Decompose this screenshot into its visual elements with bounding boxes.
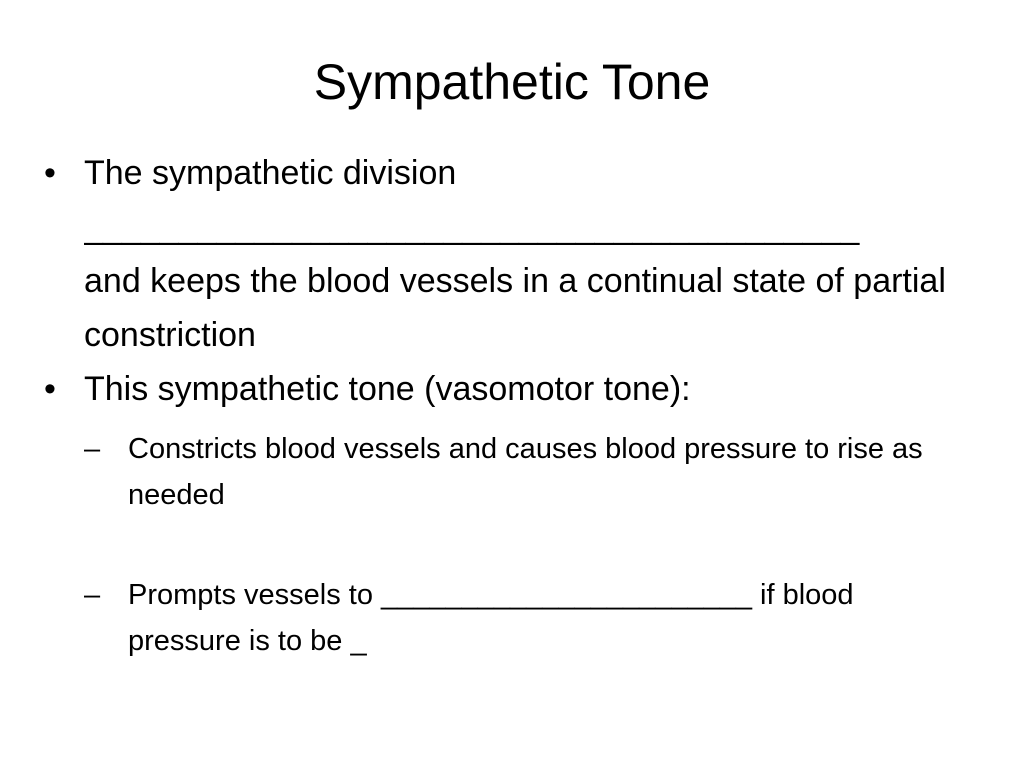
dash-marker: – — [84, 433, 101, 465]
bullet-text-continued: and keeps the blood vessels in a continual state of partial constriction — [84, 262, 946, 354]
fill-in-blank: _________________________________________ — [84, 208, 860, 246]
slide-title: Sympathetic Tone — [313, 54, 711, 110]
sub-bullet-constricts — [84, 426, 974, 518]
bullet-text: The sympathetic division — [84, 154, 457, 192]
sub-bullet-text: Constricts blood vessels and causes blood pressure to rise as needed — [128, 433, 923, 511]
sub-bullet-prompts — [84, 572, 974, 664]
bullet-marker: • — [44, 154, 56, 192]
sub-bullet-text: Prompts vessels to _______________________ if blood pressure is to be _ — [128, 579, 854, 657]
bullet-sympathetic-tone — [44, 362, 974, 416]
bullet-marker: • — [44, 370, 56, 408]
bullet-sympathetic-division — [44, 146, 974, 362]
dash-marker: – — [84, 579, 101, 611]
slide-content — [44, 146, 974, 664]
bullet-text: This sympathetic tone (vasomotor tone): — [84, 370, 691, 408]
